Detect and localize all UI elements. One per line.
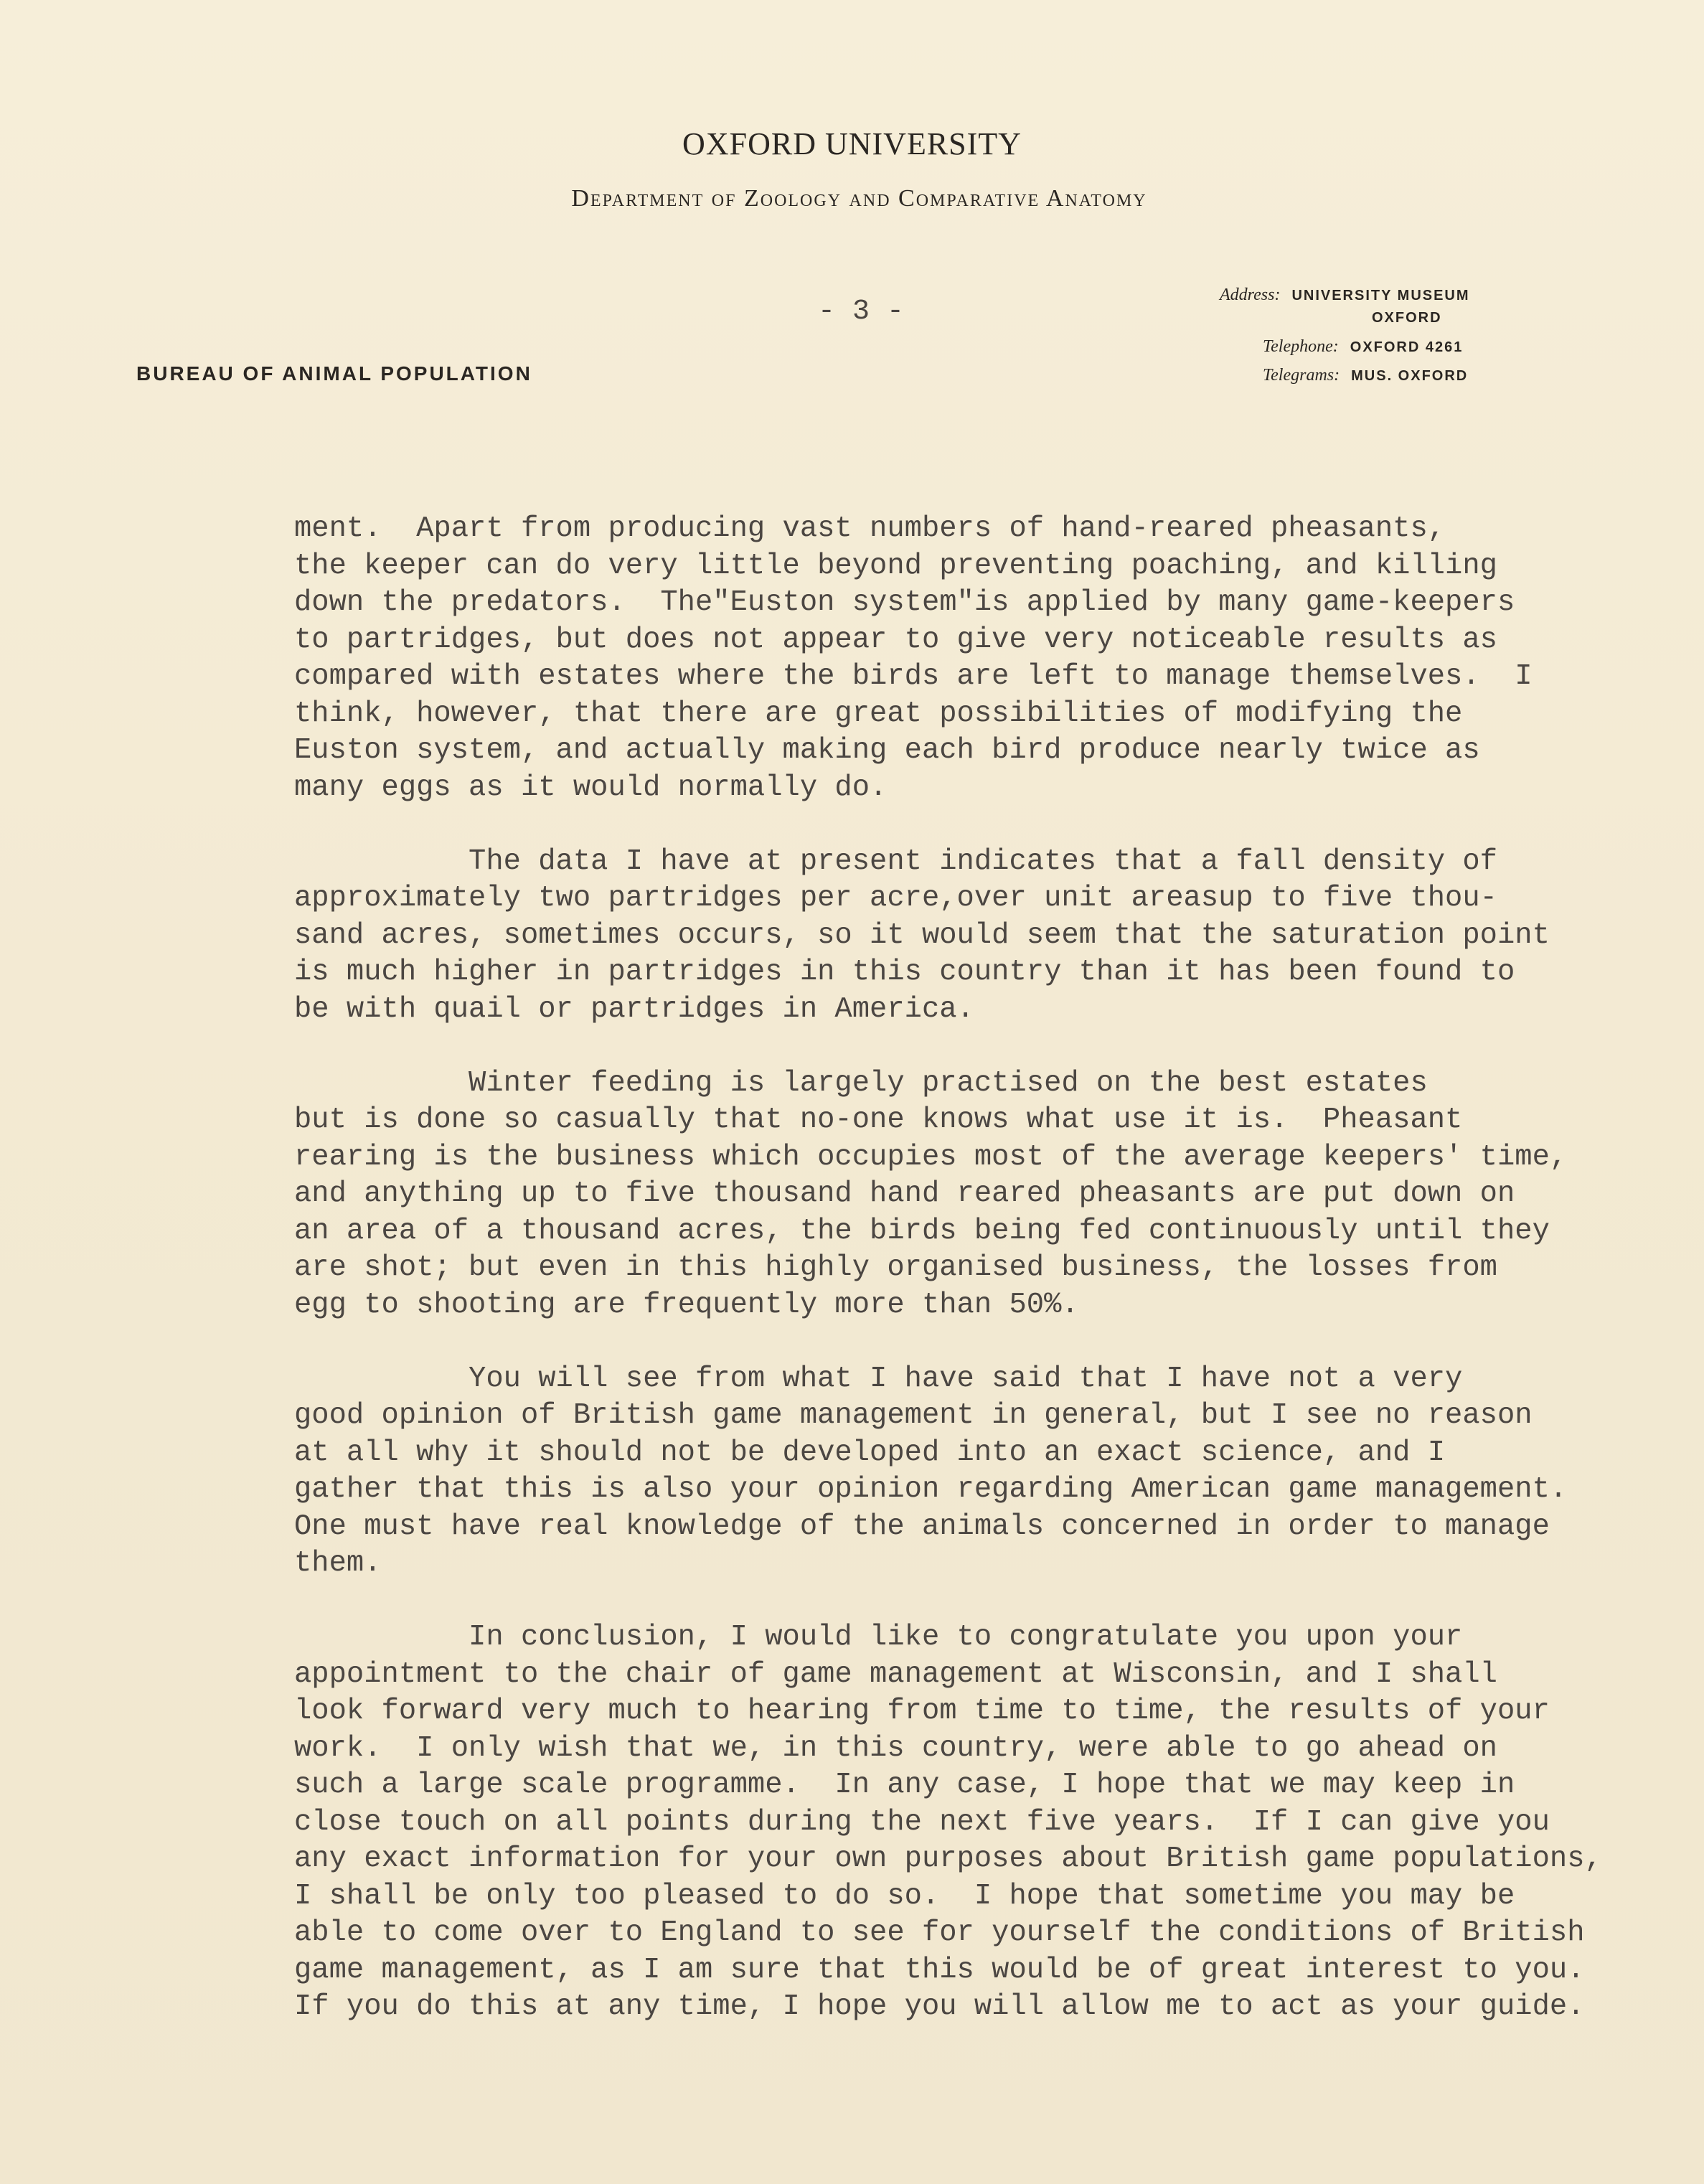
text-line: down the predators. The"Euston system"is applied by many game-keepers: [294, 586, 1515, 619]
text-line: sand acres, sometimes occurs, so it would seem that the saturation point: [294, 918, 1550, 952]
telephone-label: Telephone:: [1263, 337, 1339, 356]
text-line: You will see from what I have said that I have not a very: [294, 1362, 1463, 1395]
telegrams-value: MUS. OXFORD: [1351, 368, 1469, 384]
telephone-row: [1263, 337, 1463, 357]
text-line: I shall be only too pleased to do so. I hope that sometime you may be: [294, 1879, 1515, 1913]
text-line: look forward very much to hearing from time to time, the results of your: [294, 1695, 1550, 1728]
text-line: an area of a thousand acres, the birds being fed continuously until they: [294, 1214, 1550, 1248]
text-line: Euston system, and actually making each bird produce nearly twice as: [294, 734, 1480, 767]
text-line: One must have real knowledge of the animals concerned in order to manage: [294, 1510, 1550, 1543]
address-row: [1220, 286, 1470, 305]
text-line: be with quail or partridges in America.: [294, 992, 974, 1026]
text-line: compared with estates where the birds are left to manage themselves. I: [294, 660, 1533, 693]
text-line: The data I have at present indicates that a fall density of: [294, 844, 1497, 878]
paragraph: [294, 1361, 1643, 1583]
text-line: Winter feeding is largely practised on the best estates: [294, 1066, 1428, 1100]
text-line: are shot; but even in this highly organised business, the losses from: [294, 1251, 1497, 1284]
text-line: is much higher in partridges in this country than it has been found to: [294, 956, 1515, 989]
text-line: rearing is the business which occupies most of the average keepers' time,: [294, 1140, 1568, 1174]
telegrams-row: [1263, 366, 1468, 385]
university-name: OXFORD UNIVERSITY: [682, 126, 1022, 161]
text-line: If you do this at any time, I hope you will allow me to act as your guide.: [294, 1990, 1585, 2023]
text-line: any exact information for your own purposes about British game populations,: [294, 1842, 1602, 1875]
text-line: able to come over to England to see for yourself the conditions of British: [294, 1916, 1585, 1949]
paragraph: [294, 1619, 1643, 2026]
text-line: to partridges, but does not appear to give very noticeable results as: [294, 623, 1497, 656]
address-label: Address:: [1220, 286, 1281, 304]
text-line: the keeper can do very little beyond preventing poaching, and killing: [294, 549, 1497, 583]
text-line: such a large scale programme. In any case, I hope that we may keep in: [294, 1769, 1515, 1802]
telephone-value: OXFORD 4261: [1350, 339, 1464, 355]
text-line: them.: [294, 1547, 382, 1580]
text-line: In conclusion, I would like to congratulate you upon your: [294, 1621, 1463, 1654]
address-line2: OXFORD: [1372, 310, 1442, 326]
text-line: at all why it should not be developed into an exact science, and I: [294, 1436, 1446, 1469]
text-line: ment. Apart from producing vast numbers of hand-reared pheasants,: [294, 512, 1446, 545]
text-line: work. I only wish that we, in this country, were able to go ahead on: [294, 1731, 1497, 1765]
address-line1: UNIVERSITY MUSEUM: [1291, 288, 1470, 303]
text-line: egg to shooting are frequently more than 50%.: [294, 1288, 1079, 1322]
department-name: Department of Zoology and Comparative Anatomy: [571, 185, 1147, 212]
page-number: - 3 -: [818, 296, 905, 328]
text-line: game management, as I am sure that this would be of great interest to you.: [294, 1953, 1585, 1987]
telegrams-label: Telegrams:: [1263, 366, 1340, 385]
text-line: but is done so casually that no-one knows what use it is. Pheasant: [294, 1103, 1463, 1136]
text-line: approximately two partridges per acre,over unit areasup to five thou-: [294, 882, 1497, 915]
paragraph: [294, 1065, 1643, 1324]
text-line: good opinion of British game management in general, but I see no reason: [294, 1399, 1533, 1432]
text-line: and anything up to five thousand hand reared pheasants are put down on: [294, 1177, 1515, 1210]
text-line: gather that this is also your opinion regarding American game management.: [294, 1473, 1568, 1506]
text-line: many eggs as it would normally do.: [294, 771, 888, 804]
text-line: appointment to the chair of game management at Wisconsin, and I shall: [294, 1657, 1497, 1691]
bureau-name: BUREAU OF ANIMAL POPULATION: [136, 362, 532, 385]
text-line: think, however, that there are great possibilities of modifying the: [294, 697, 1463, 730]
address-row-2: [1372, 310, 1442, 326]
paragraph: [294, 844, 1643, 1029]
letter-body: [294, 511, 1643, 2026]
text-line: close touch on all points during the next five years. If I can give you: [294, 1805, 1550, 1839]
paragraph: [294, 511, 1643, 806]
